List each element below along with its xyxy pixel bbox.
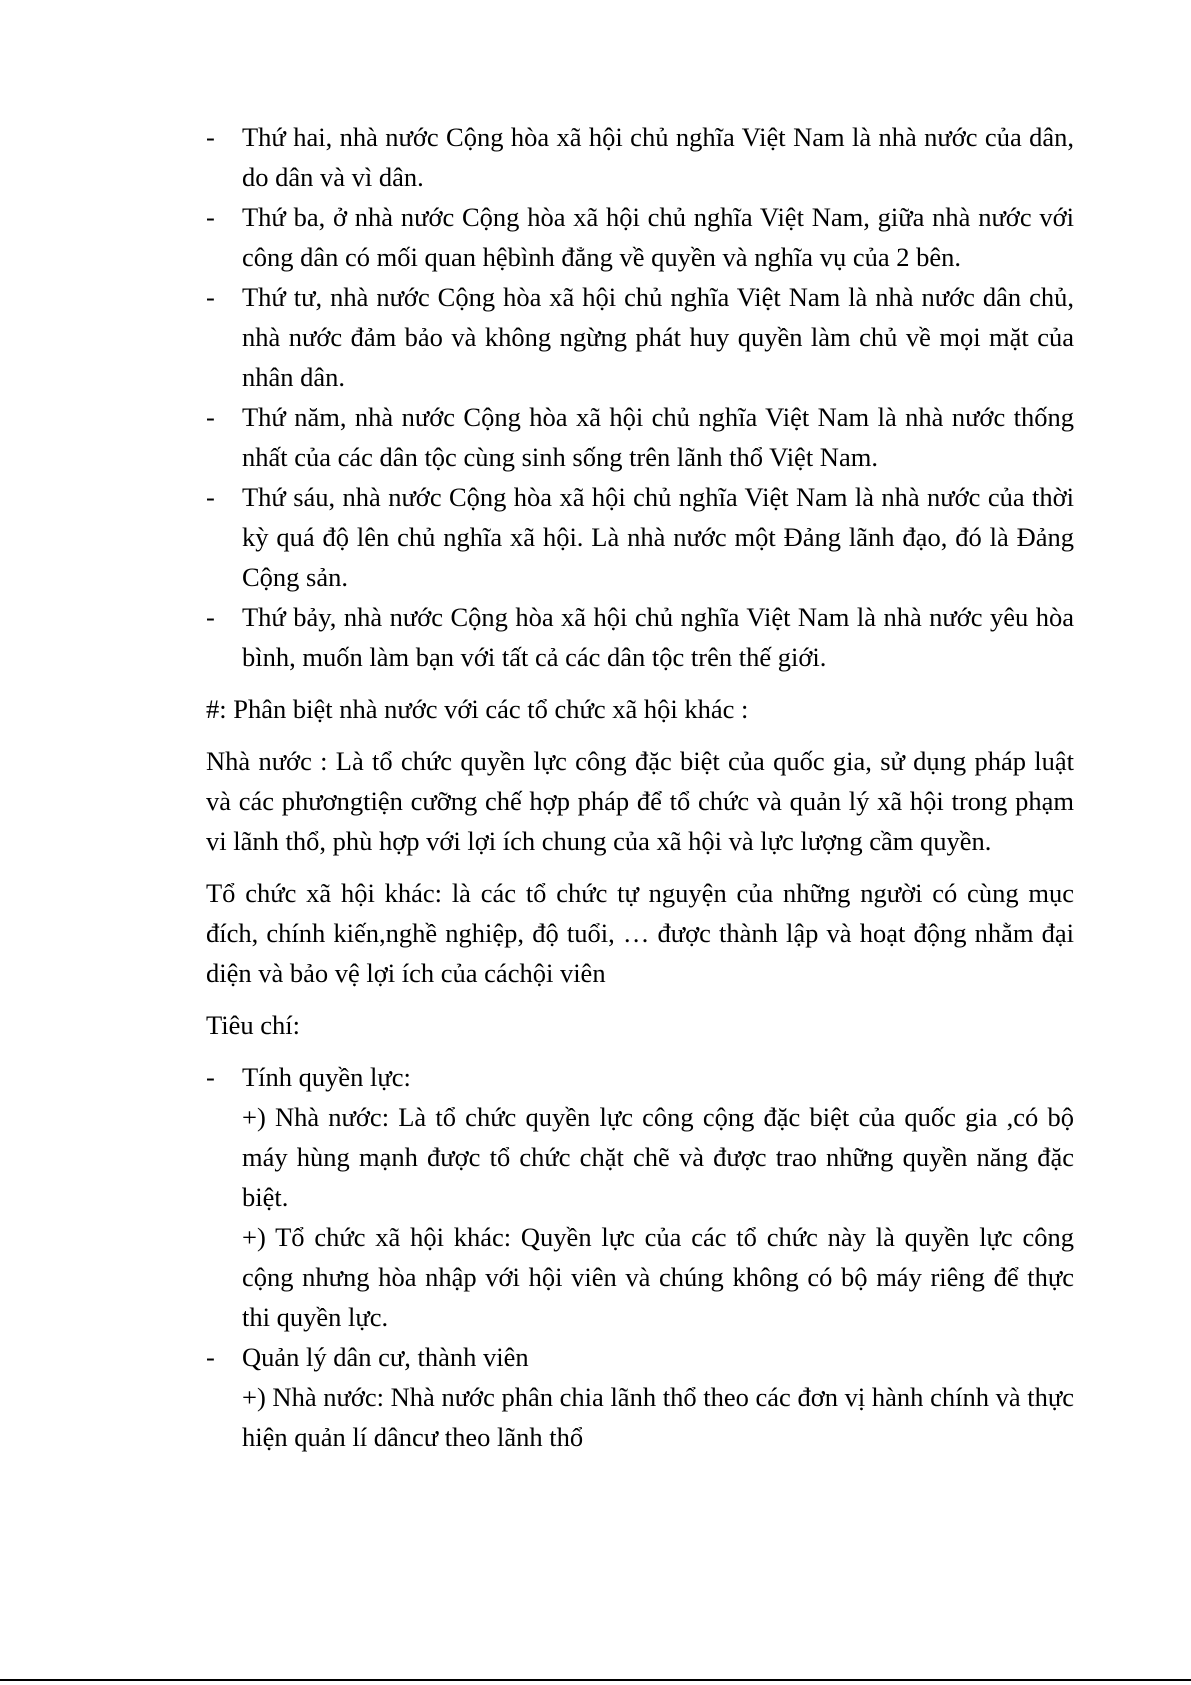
criteria-label: Tiêu chí:: [206, 1010, 300, 1040]
list-item: [206, 397, 1074, 477]
criteria-item-power: [206, 1057, 1074, 1097]
criteria-point: +) Nhà nước: Là tổ chức quyền lực công cộng đặc biệt của quốc gia ,có bộ máy hùng mạnh được tổ chức chặt chẽ và được trao những quyền năng đặc biệt.: [242, 1102, 1074, 1212]
definition-state-paragraph: Nhà nước : Là tổ chức quyền lực công đặc biệt của quốc gia, sử dụng pháp luật và các phươngtiện cưỡng chế hợp pháp để tổ chức và quản lý xã hội trong phạm vi lãnh thổ, phù hợp với lợi ích chung của xã hội và lực lượng cầm quyền.: [206, 746, 1074, 856]
page-bottom-rule: [0, 1679, 1191, 1681]
criteria-point: +) Tổ chức xã hội khác: Quyền lực của các tổ chức này là quyền lực công cộng nhưng hòa nhập với hội viên và chúng không có bộ máy riêng để thực thi quyền lực.: [242, 1222, 1074, 1332]
list-item: [206, 117, 1074, 197]
definition-other-paragraph: Tổ chức xã hội khác: là các tổ chức tự nguyện của những người có cùng mục đích, chính kiến,nghề nghiệp, độ tuổi, … được thành lập và hoạt động nhằm đại diện và bảo vệ lợi ích của cáchội viên: [206, 878, 1074, 988]
list-item: [206, 277, 1074, 397]
bullet-dash: -: [206, 202, 215, 232]
criteria-title: Tính quyền lực:: [242, 1062, 411, 1092]
list-item-text: Thứ sáu, nhà nước Cộng hòa xã hội chủ nghĩa Việt Nam là nhà nước của thời kỳ quá độ lên chủ nghĩa xã hội. Là nhà nước một Đảng lãnh đạo, đó là Đảng Cộng sản.: [242, 482, 1074, 592]
criteria-title: Quản lý dân cư, thành viên: [242, 1342, 529, 1372]
list-item-text: Thứ ba, ở nhà nước Cộng hòa xã hội chủ nghĩa Việt Nam, giữa nhà nước với công dân có mối quan hệbình đẳng về quyền và nghĩa vụ của 2 bên.: [242, 202, 1074, 272]
list-item: [206, 197, 1074, 277]
list-item-text: Thứ tư, nhà nước Cộng hòa xã hội chủ nghĩa Việt Nam là nhà nước dân chủ, nhà nước đảm bảo và không ngừng phát huy quyền làm chủ về mọi mặt của nhân dân.: [242, 282, 1074, 392]
list-item-text: Thứ bảy, nhà nước Cộng hòa xã hội chủ nghĩa Việt Nam là nhà nước yêu hòa bình, muốn làm bạn với tất cả các dân tộc trên thế giới.: [242, 602, 1074, 672]
bullet-dash: -: [206, 402, 215, 432]
criteria-point: +) Nhà nước: Nhà nước phân chia lãnh thổ theo các đơn vị hành chính và thực hiện quản lí dâncư theo lãnh thổ: [242, 1382, 1074, 1452]
bullet-dash: -: [206, 1062, 215, 1092]
bullet-dash: -: [206, 282, 215, 312]
document-page: [206, 117, 1074, 1457]
list-item-text: Thứ năm, nhà nước Cộng hòa xã hội chủ nghĩa Việt Nam là nhà nước thống nhất của các dân tộc cùng sinh sống trên lãnh thổ Việt Nam.: [242, 402, 1074, 472]
bullet-dash: -: [206, 602, 215, 632]
bullet-dash: -: [206, 482, 215, 512]
list-item-text: Thứ hai, nhà nước Cộng hòa xã hội chủ nghĩa Việt Nam là nhà nước của dân, do dân và vì dân.: [242, 122, 1074, 192]
bullet-dash: -: [206, 1342, 215, 1372]
list-item: [206, 597, 1074, 677]
bullet-dash: -: [206, 122, 215, 152]
section-heading: #: Phân biệt nhà nước với các tổ chức xã hội khác :: [206, 694, 749, 724]
criteria-item-population: [206, 1337, 1074, 1377]
list-item: [206, 477, 1074, 597]
